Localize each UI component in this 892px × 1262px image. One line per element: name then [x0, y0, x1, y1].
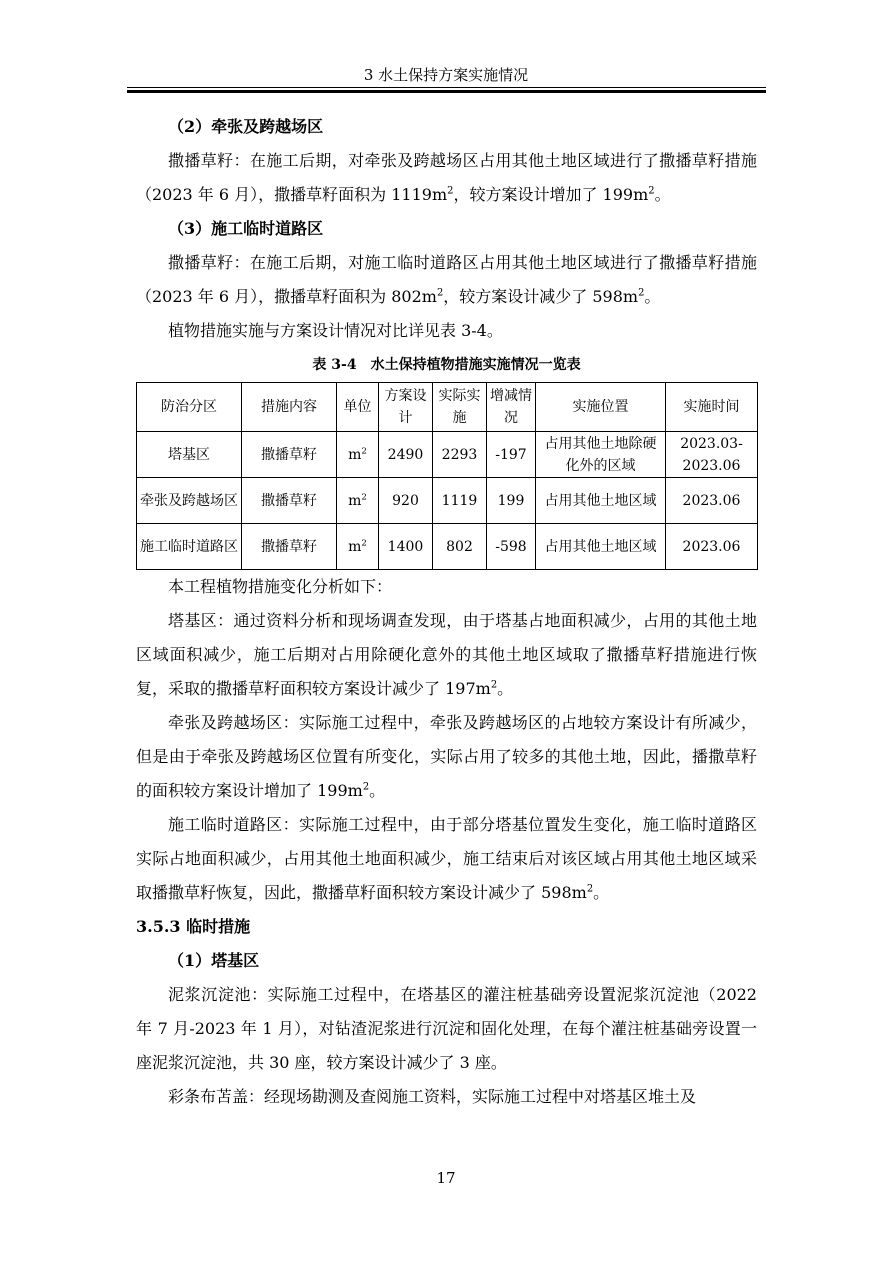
- cell-unit: $m^2$: [337, 432, 379, 478]
- cell-zone: 牵张及跨越场区: [137, 478, 242, 524]
- section-heading-temporary: 3.5.3 临时措施: [136, 917, 251, 936]
- cell-location: 占用其他土地区域: [536, 478, 666, 524]
- page-content: [136, 110, 757, 1114]
- cell-measure: 撒播草籽: [242, 524, 337, 570]
- header-rule-thin: [127, 87, 766, 88]
- paragraph-tension-seeding: 撒播草籽：在施工后期，对牵张及跨越场区占用其他土地区域进行了撒播草籽措施（2023 年 6 月），撒播草籽面积为 $1119m^2$，较方案设计增加了 $199m^2$。: [136, 151, 757, 204]
- table-caption: 表 3-4 水土保持植物措施实施情况一览表: [312, 357, 581, 373]
- cell-location: 占用其他土地除硬化外的区域: [536, 432, 666, 478]
- table-row: [137, 432, 758, 478]
- cell-time: 2023.03-2023.06: [666, 432, 758, 478]
- header-measure: 措施内容: [242, 383, 337, 432]
- table-header-row: [137, 383, 758, 432]
- cell-design: 920: [379, 478, 433, 524]
- header-actual: 实际实施: [433, 383, 487, 432]
- page-header: 3 水土保持方案实施情况: [363, 66, 529, 84]
- vegetation-measures-table: [136, 382, 758, 570]
- cell-change: 199: [487, 478, 536, 524]
- cell-change: -598: [487, 524, 536, 570]
- cell-actual: 2293: [433, 432, 487, 478]
- section-heading-tower-temp: （1）塔基区: [168, 951, 260, 970]
- paragraph-road-seeding: 撒播草籽：在施工后期，对施工临时道路区占用其他土地区域进行了撒播草籽措施（2023 年 6 月），撒播草籽面积为 $802m^2$，较方案设计减少了 $598m^2$。: [136, 253, 757, 306]
- cell-measure: 撒播草籽: [242, 478, 337, 524]
- cell-zone: 塔基区: [137, 432, 242, 478]
- header-unit: 单位: [337, 383, 379, 432]
- paragraph-compare-note: 植物措施实施与方案设计情况对比详见表 3-4。: [168, 321, 503, 340]
- header-location: 实施位置: [536, 383, 666, 432]
- header-design: 方案设计: [379, 383, 433, 432]
- cell-design: 1400: [379, 524, 433, 570]
- section-heading-tension: （2）牵张及跨越场区: [168, 117, 324, 136]
- table-row: [137, 478, 758, 524]
- header-time: 实施时间: [666, 383, 758, 432]
- cell-unit: $m^2$: [337, 478, 379, 524]
- table-row: [137, 524, 758, 570]
- cell-measure: 撒播草籽: [242, 432, 337, 478]
- cell-change: -197: [487, 432, 536, 478]
- cell-actual: 1119: [433, 478, 487, 524]
- paragraph-analysis-road: 施工临时道路区：实际施工过程中，由于部分塔基位置发生变化，施工临时道路区实际占地面积减少，占用其他土地面积减少，施工结束后对该区域占用其他土地区域采取播撒草籽恢复，因此，撒播草籽面积较方案设计减少了 $598m^2$。: [136, 815, 757, 902]
- cell-zone: 施工临时道路区: [137, 524, 242, 570]
- paragraph-analysis-tension: 牵张及跨越场区：实际施工过程中，牵张及跨越场区的占地较方案设计有所减少，但是由于牵张及跨越场区位置有所变化，实际占用了较多的其他土地，因此，播撒草籽的面积较方案设计增加了 $199m^2$。: [136, 713, 757, 800]
- cell-time: 2023.06: [666, 524, 758, 570]
- page-number: 17: [436, 1169, 456, 1187]
- cell-location: 占用其他土地区域: [536, 524, 666, 570]
- section-heading-road: （3）施工临时道路区: [168, 219, 324, 238]
- paragraph-analysis-tower: 塔基区：通过资料分析和现场调查发现，由于塔基占地面积减少，占用的其他土地区域面积减少，施工后期对占用除硬化意外的其他土地区域取了撒播草籽措施进行恢复，采取的撒播草籽面积较方案设计减少了 $197m^2$。: [136, 611, 757, 698]
- header-zone: 防治分区: [137, 383, 242, 432]
- cell-design: 2490: [379, 432, 433, 478]
- paragraph-tarp-cover: 彩条布苫盖：经现场勘测及查阅施工资料，实际施工过程中对塔基区堆土及: [168, 1087, 697, 1106]
- cell-time: 2023.06: [666, 478, 758, 524]
- paragraph-analysis-intro: 本工程植物措施变化分析如下：: [168, 577, 393, 596]
- header-rule-thick: [127, 90, 766, 93]
- paragraph-mud-pool: 泥浆沉淀池：实际施工过程中，在塔基区的灌注桩基础旁设置泥浆沉淀池（2022 年 7 月-2023 年 1 月），对钻渣泥浆进行沉淀和固化处理，在每个灌注桩基础旁设置一座泥浆沉淀池，共 30 座，较方案设计减少了 3 座。: [136, 985, 757, 1072]
- header-change: 增减情况: [487, 383, 536, 432]
- cell-actual: 802: [433, 524, 487, 570]
- cell-unit: $m^2$: [337, 524, 379, 570]
